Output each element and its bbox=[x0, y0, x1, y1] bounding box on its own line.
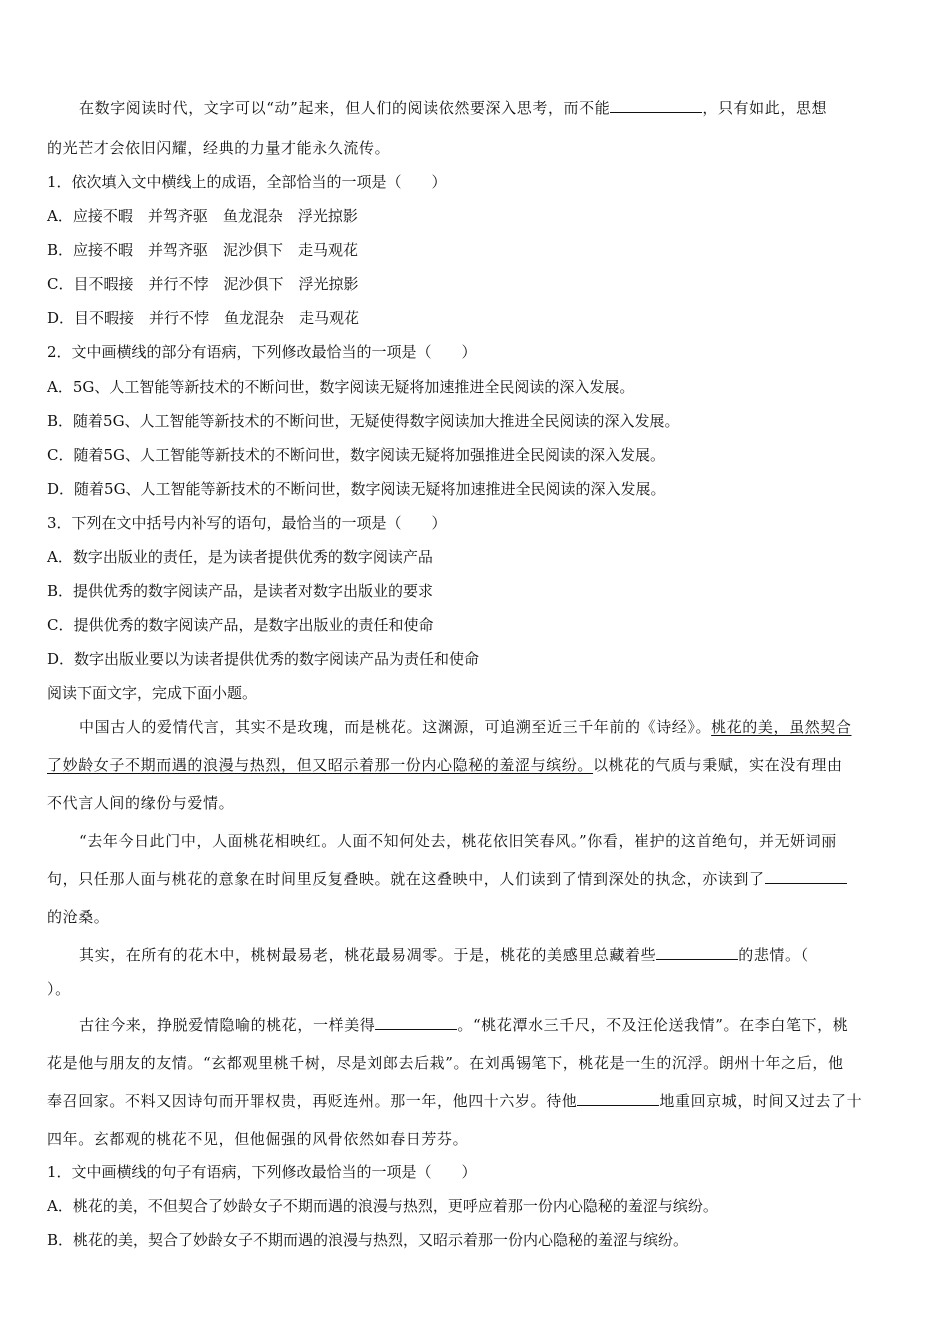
passage2-p1-line-1 bbox=[79, 717, 852, 737]
question-3-option-d: D．数字出版业要以为读者提供优秀的数字阅读产品为责任和使命 bbox=[47, 650, 480, 668]
passage2-p2-line-1: “去年今日此门中，人面桃花相映红。人面不知何处去，桃花依旧笑春风。”你看，崔护的这首绝句，并无妍词丽 bbox=[79, 832, 837, 850]
question-4-stem: 1．文中画横线的句子有语病，下列修改最恰当的一项是（ ） bbox=[47, 1163, 477, 1181]
question-2-option-d: D．随着5G、人工智能等新技术的不断问世，数字阅读无疑将加速推进全民阅读的深入发展。 bbox=[47, 480, 666, 498]
passage2-text: 句，只任那人面与桃花的意象在时间里反复叠映。就在这叠映中，人们读到了情到深处的执念，亦读到了 bbox=[47, 870, 765, 888]
fill-blank bbox=[577, 1091, 659, 1106]
passage2-p4-line-4: 四年。玄都观的桃花不见，但他倔强的风骨依然如春日芳芬。 bbox=[47, 1130, 469, 1148]
question-3-stem: 3．下列在文中括号内补写的语句，最恰当的一项是（ ） bbox=[47, 514, 447, 532]
question-3-option-c: C．提供优秀的数字阅读产品，是数字出版业的责任和使命 bbox=[47, 616, 434, 634]
passage1-line-1 bbox=[79, 98, 827, 118]
passage2-p3-line-2: ）。 bbox=[47, 980, 71, 998]
passage2-text: 古往今来，挣脱爱情隐喻的桃花，一样美得 bbox=[79, 1016, 376, 1034]
passage2-p4-line-1 bbox=[79, 1015, 848, 1035]
passage2-text: 中国古人的爱情代言，其实不是玫瑰，而是桃花。这渊源，可追溯至近三千年前的《诗经》。 bbox=[79, 718, 712, 736]
question-3-option-b: B．提供优秀的数字阅读产品，是读者对数字出版业的要求 bbox=[47, 582, 434, 600]
passage1-text: 在数字阅读时代，文字可以“动”起来，但人们的阅读依然要深入思考，而不能 bbox=[79, 99, 611, 117]
passage2-p3-line-1 bbox=[79, 945, 809, 965]
question-1-option-a: A．应接不暇 并驾齐驱 鱼龙混杂 浮光掠影 bbox=[47, 207, 358, 225]
question-4-option-a: A．桃花的美，不但契合了妙龄女子不期而遇的浪漫与热烈，更呼应着那一份内心隐秘的羞涩与缤纷。 bbox=[47, 1197, 718, 1215]
passage2-p1-line-2 bbox=[47, 755, 843, 775]
question-1-option-d: D．目不暇接 并行不悖 鱼龙混杂 走马观花 bbox=[47, 309, 360, 327]
passage2-text: 以桃花的气质与秉赋，实在没有理由 bbox=[593, 756, 843, 774]
underlined-sentence: 了妙龄女子不期而遇的浪漫与热烈，但又昭示着那一份内心隐秘的羞涩与缤纷。 bbox=[47, 756, 594, 774]
passage2-text: 奉召回家。不料又因诗句而开罪权贵，再贬连州。那一年，他四十六岁。待他 bbox=[47, 1092, 578, 1110]
underlined-sentence: 桃花的美，虽然契合 bbox=[711, 718, 852, 736]
passage2-p2-line-3: 的沧桑。 bbox=[47, 908, 110, 926]
question-1-stem: 1．依次填入文中横线上的成语，全部恰当的一项是（ ） bbox=[47, 173, 447, 191]
fill-blank bbox=[375, 1015, 457, 1030]
fill-blank bbox=[656, 945, 738, 960]
passage1-line-2: 的光芒才会依旧闪耀，经典的力量才能永久流传。 bbox=[47, 139, 391, 157]
passage2-text: 地重回京城，时间又过去了十 bbox=[659, 1092, 863, 1110]
fill-blank bbox=[610, 98, 702, 113]
passage2-text: 。“桃花潭水三千尺，不及汪伦送我情”。在李白笔下，桃 bbox=[457, 1016, 849, 1034]
passage2-p4-line-3 bbox=[47, 1091, 862, 1111]
passage2-p2-line-2 bbox=[47, 869, 847, 889]
reading-instruction: 阅读下面文字，完成下面小题。 bbox=[47, 684, 258, 702]
question-1-option-b: B．应接不暇 并驾齐驱 泥沙俱下 走马观花 bbox=[47, 241, 359, 259]
question-2-option-c: C．随着5G、人工智能等新技术的不断问世，数字阅读无疑将加强推进全民阅读的深入发展。 bbox=[47, 446, 666, 464]
question-2-option-b: B．随着5G、人工智能等新技术的不断问世，无疑使得数字阅读加大推进全民阅读的深入发展。 bbox=[47, 412, 680, 430]
passage2-text: 的悲情。（ bbox=[738, 946, 809, 964]
question-2-stem: 2．文中画横线的部分有语病，下列修改最恰当的一项是（ ） bbox=[47, 343, 477, 361]
passage2-text: 其实，在所有的花木中，桃树最易老，桃花最易凋零。于是，桃花的美感里总藏着些 bbox=[79, 946, 657, 964]
question-3-option-a: A．数字出版业的责任，是为读者提供优秀的数字阅读产品 bbox=[47, 548, 433, 566]
question-1-option-c: C．目不暇接 并行不悖 泥沙俱下 浮光掠影 bbox=[47, 275, 359, 293]
question-2-option-a: A．5G、人工智能等新技术的不断问世，数字阅读无疑将加速推进全民阅读的深入发展。 bbox=[47, 378, 635, 396]
fill-blank bbox=[765, 869, 847, 884]
passage2-p1-line-3: 不代言人间的缘份与爱情。 bbox=[47, 794, 235, 812]
passage2-p4-line-2: 花是他与朋友的友情。“玄都观里桃千树，尽是刘郎去后栽”。在刘禹锡笔下，桃花是一生的沉浮。朗州十年之后，他 bbox=[47, 1054, 844, 1072]
passage1-text: ，只有如此，思想 bbox=[702, 99, 828, 117]
question-4-option-b: B．桃花的美，契合了妙龄女子不期而遇的浪漫与热烈，又昭示着那一份内心隐秘的羞涩与缤纷。 bbox=[47, 1231, 689, 1249]
